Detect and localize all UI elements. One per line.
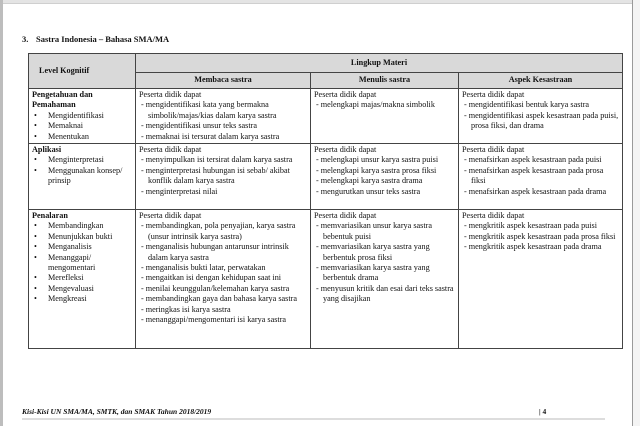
materi-cell bbox=[459, 210, 623, 349]
level-name: Penalaran bbox=[32, 211, 68, 221]
level-name: Aplikasi bbox=[32, 145, 62, 155]
page-footer bbox=[22, 407, 605, 420]
indicator-list bbox=[462, 221, 619, 252]
indicator-item: - meringkas isi karya sastra bbox=[139, 305, 307, 315]
skill-item: • Menentukan bbox=[32, 132, 132, 142]
indicator-item: - memvariasikan karya sastra yang berbentuk drama bbox=[314, 263, 455, 284]
indicator-list bbox=[139, 155, 307, 197]
indicator-item: - mengkritik aspek kesastraan pada drama bbox=[462, 242, 619, 252]
indicator-item: - membandingkan gaya dan bahasa karya sastra bbox=[139, 294, 307, 304]
level-name: Pengetahuan dan Pemahaman bbox=[32, 90, 93, 110]
skill-item: • Membandingkan bbox=[32, 221, 132, 231]
header-level-kognitif: Level Kognitif bbox=[29, 54, 136, 89]
header-menulis: Menulis sastra bbox=[311, 73, 459, 89]
section-title: Sastra Indonesia – Bahasa SMA/MA bbox=[36, 34, 170, 44]
cell-intro: Peserta didik dapat bbox=[139, 90, 202, 99]
cell-intro: Peserta didik dapat bbox=[462, 211, 525, 221]
page-left-edge bbox=[0, 0, 3, 426]
indicator-item: - menyusun kritik dan esai dari teks sastra yang disajikan bbox=[314, 284, 455, 305]
indicator-item: - mengidentifikasi bentuk karya sastra bbox=[462, 100, 619, 110]
cell-intro: Peserta didik dapat bbox=[462, 145, 525, 155]
skill-list bbox=[32, 155, 132, 186]
materi-cell bbox=[136, 89, 311, 144]
indicator-list bbox=[314, 155, 455, 197]
cell-intro: Peserta didik dapat bbox=[314, 211, 377, 221]
indicator-item: - mengurutkan unsur teks sastra bbox=[314, 187, 455, 197]
indicator-item: - mengidentifikasi kata yang bermakna simbolik/majas/kias dalam karya sastra bbox=[139, 100, 307, 121]
indicator-item: - mengkritik aspek kesastraan pada puisi bbox=[462, 221, 619, 231]
indicator-item: - mengidentifikasi unsur teks sastra bbox=[139, 121, 307, 131]
materi-cell bbox=[311, 210, 459, 349]
skill-item: • Mengidentifikasi bbox=[32, 111, 132, 121]
indicator-list bbox=[314, 221, 455, 304]
table-row bbox=[29, 210, 623, 349]
indicator-list bbox=[139, 221, 307, 325]
indicator-item: - melengkapi majas/makna simbolik bbox=[314, 100, 455, 110]
scrollbar[interactable] bbox=[632, 0, 640, 426]
indicator-list bbox=[462, 100, 619, 131]
table-row bbox=[29, 144, 623, 210]
footer-text: Kisi-Kisi UN SMA/MA, SMTK, dan SMAK Tahun 2018/2019 bbox=[22, 407, 212, 416]
indicator-item: - menilai keunggulan/kelemahan karya sastra bbox=[139, 284, 307, 294]
indicator-item: - menginterpretasi hubungan isi sebab/ akibat konflik dalam karya sastra bbox=[139, 166, 307, 187]
cell-intro: Peserta didik dapat bbox=[314, 90, 377, 99]
cell-intro: Peserta didik dapat bbox=[314, 145, 377, 155]
indicator-item: - memaknai isi tersurat dalam karya sastra bbox=[139, 132, 307, 142]
indicator-list bbox=[314, 100, 455, 110]
materi-cell bbox=[311, 89, 459, 144]
indicator-item: - menganalisis bukti latar, perwatakan bbox=[139, 263, 307, 273]
indicator-item: - menginterpretasi nilai bbox=[139, 187, 307, 197]
indicator-item: - membandingkan, pola penyajian, karya sastra (unsur intrinsik karya sastra) bbox=[139, 221, 307, 242]
header-aspek: Aspek Kesastraan bbox=[459, 73, 623, 89]
materi-cell bbox=[136, 144, 311, 210]
indicator-item: - menafsirkan aspek kesastraan pada puisi bbox=[462, 155, 619, 165]
cell-intro: Peserta didik dapat bbox=[462, 90, 525, 99]
level-cell bbox=[29, 89, 136, 144]
top-toolbar-strip bbox=[0, 0, 640, 4]
cell-intro: Peserta didik dapat bbox=[139, 145, 202, 155]
materi-cell bbox=[459, 89, 623, 144]
skill-list bbox=[32, 111, 132, 142]
indicator-item: - mengidentifikasi aspek kesastraan pada puisi, prosa fiksi, dan drama bbox=[462, 111, 619, 132]
materi-cell bbox=[311, 144, 459, 210]
indicator-list bbox=[139, 100, 307, 142]
indicator-item: - mengkritik aspek kesastraan pada prosa fiksi bbox=[462, 232, 619, 242]
skill-item: • Menggunakan konsep/ prinsip bbox=[32, 166, 132, 187]
section-number: 3. bbox=[22, 34, 29, 44]
kisi-kisi-table bbox=[28, 53, 623, 349]
indicator-item: - menyimpulkan isi tersirat dalam karya sastra bbox=[139, 155, 307, 165]
header-lingkup-materi: Lingkup Materi bbox=[136, 54, 623, 73]
header-membaca: Membaca sastra bbox=[136, 73, 311, 89]
indicator-item: - menafsirkan aspek kesastraan pada prosa fiksi bbox=[462, 166, 619, 187]
indicator-item: - menanggapi/mengomentari isi karya sastra bbox=[139, 315, 307, 325]
skill-item: • Mengevaluasi bbox=[32, 284, 132, 294]
indicator-item: - melengkapi karya sastra drama bbox=[314, 176, 455, 186]
skill-list bbox=[32, 221, 132, 304]
skill-item: • Memaknai bbox=[32, 121, 132, 131]
indicator-list bbox=[462, 155, 619, 197]
materi-cell bbox=[136, 210, 311, 349]
materi-cell bbox=[459, 144, 623, 210]
cell-intro: Peserta didik dapat bbox=[139, 211, 202, 221]
indicator-item: - mengaitkan isi dengan kehidupan saat ini bbox=[139, 273, 307, 283]
skill-item: • Menunjukkan bukti bbox=[32, 232, 132, 242]
indicator-item: - melengkapi karya sastra prosa fiksi bbox=[314, 166, 455, 176]
indicator-item: - memvariasikan karya sastra yang berbentuk prosa fiksi bbox=[314, 242, 455, 263]
skill-item: • Merefleksi bbox=[32, 273, 132, 283]
indicator-item: - menganalisis hubungan antarunsur intrinsik dalam karya sastra bbox=[139, 242, 307, 263]
indicator-item: - memvariasikan unsur karya sastra bebentuk puisi bbox=[314, 221, 455, 242]
table-row bbox=[29, 89, 623, 144]
section-heading bbox=[22, 34, 169, 44]
skill-item: • Menanggapi/ mengomentari bbox=[32, 253, 132, 274]
indicator-item: - melengkapi unsur karya sastra puisi bbox=[314, 155, 455, 165]
page-number: | 4 bbox=[539, 407, 547, 416]
skill-item: • Mengkreasi bbox=[32, 294, 132, 304]
skill-item: • Menganalisis bbox=[32, 242, 132, 252]
skill-item: • Menginterpretasi bbox=[32, 155, 132, 165]
indicator-item: - menafsirkan aspek kesastraan pada drama bbox=[462, 187, 619, 197]
level-cell bbox=[29, 210, 136, 349]
level-cell bbox=[29, 144, 136, 210]
